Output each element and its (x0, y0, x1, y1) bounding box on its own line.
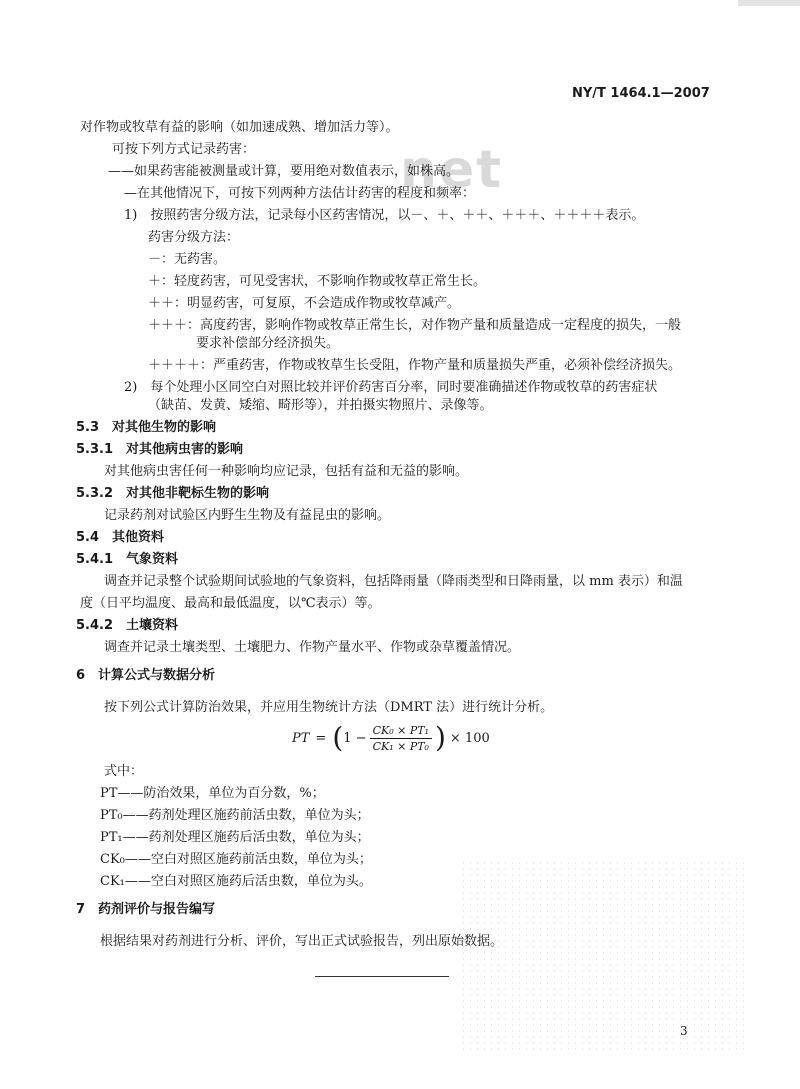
formula-open-paren: ( (332, 721, 344, 754)
section-heading: 5.4.2 土壤资料 (76, 618, 179, 633)
formula-times-100: × 100 (449, 730, 490, 746)
paragraph: 调查并记录整个试验期间试验地的气象资料，包括降雨量（降雨类型和日降雨量，以 mm 表示）和温 (104, 574, 683, 589)
text-line: 可按下列方式记录药害： (112, 142, 256, 157)
text-line: 对作物或牧草有益的影响（如加速成熟、增加活力等）。 (80, 120, 399, 135)
variable-definition: CK₁——空白对照区施药后活虫数，单位为头。 (100, 874, 372, 889)
text-line: （缺苗、发黄、矮缩、畸形等），并拍摄实物照片、录像等。 (148, 398, 493, 413)
scan-noise (460, 860, 750, 1050)
text-line: 要求补偿部分经济损失。 (196, 336, 340, 351)
paragraph: 度（日平均温度、最高和最低温度，以℃表示）等。 (80, 596, 381, 611)
section-heading: 7 药剂评价与报告编写 (76, 902, 216, 917)
paragraph: 调查并记录土壤类型、土壤肥力、作物产量水平、作物或杂草覆盖情况。 (104, 640, 521, 655)
section-heading: 5.4.1 气象资料 (76, 552, 179, 567)
section-heading: 5.3 对其他生物的影响 (76, 420, 217, 435)
formula-fraction (370, 724, 432, 753)
variable-definition: CK₀——空白对照区施药前活虫数，单位为头； (100, 852, 372, 867)
formula-one-minus: 1 − (343, 730, 367, 746)
section-heading: 5.3.2 对其他非靶标生物的影响 (76, 486, 270, 501)
list-item: 1) 按照药害分级方法，记录每小区药害情况，以－、＋、＋＋、＋＋＋、＋＋＋＋表示。 (124, 208, 645, 223)
section-heading: 5.4 其他资料 (76, 530, 165, 545)
variable-definition: PT₁——药剂处理区施药后活虫数，单位为头； (100, 830, 370, 845)
list-item: ＋＋＋：高度药害，影响作物或牧草正常生长，对作物产量和质量造成一定程度的损失，一般 (148, 318, 682, 333)
list-item: 2) 每个处理小区同空白对照比较并评价药害百分率，同时要准确描述作物或牧草的药害症状 (124, 380, 658, 395)
text-line: 式中： (104, 764, 144, 779)
formula-close-paren: ) (434, 721, 446, 754)
scan-corner-mark (738, 0, 800, 6)
watermark: net (400, 140, 504, 200)
list-item: ＋：轻度药害，可见受害状，不影响作物或牧草正常生长。 (148, 274, 487, 289)
variable-definition: PT——防治效果，单位为百分数，%； (100, 786, 325, 801)
paragraph: 记录药剂对试验区内野生生物及有益昆虫的影响。 (104, 508, 391, 523)
end-rule (315, 976, 449, 977)
efficacy-formula (292, 718, 490, 758)
section-heading: 5.3.1 对其他病虫害的影响 (76, 442, 244, 457)
formula-denominator: CK₁ × PT₀ (372, 739, 429, 753)
text-line: ——如果药害能被测量或计算，要用绝对数值表示，如株高。 (108, 164, 460, 179)
section-heading: 6 计算公式与数据分析 (76, 668, 216, 683)
paragraph: 按下列公式计算防治效果，并应用生物统计方法（DMRT 法）进行统计分析。 (104, 700, 554, 715)
formula-numerator: CK₀ × PT₁ (370, 724, 432, 739)
formula-lhs: PT (292, 730, 310, 746)
document-id: NY/T 1464.1—2007 (572, 86, 710, 101)
paragraph: 对其他病虫害任何一种影响均应记录，包括有益和无益的影响。 (104, 464, 469, 479)
text-line: —在其他情况下，可按下列两种方法估计药害的程度和频率： (124, 186, 476, 201)
list-item: ＋＋＋＋：严重药害，作物或牧草生长受阻，作物产量和质量损失严重，必须补偿经济损失。 (148, 358, 682, 373)
variable-definition: PT₀——药剂处理区施药前活虫数，单位为头； (100, 808, 370, 823)
list-item: ＋＋：明显药害，可复原，不会造成作物或牧草减产。 (148, 296, 461, 311)
text-line: 药害分级方法： (148, 230, 240, 245)
paragraph: 根据结果对药剂进行分析、评价，写出正式试验报告，列出原始数据。 (100, 934, 504, 949)
list-item: －：无药害。 (148, 252, 227, 267)
formula-equals: = (315, 730, 327, 746)
page-number: 3 (680, 1024, 688, 1038)
